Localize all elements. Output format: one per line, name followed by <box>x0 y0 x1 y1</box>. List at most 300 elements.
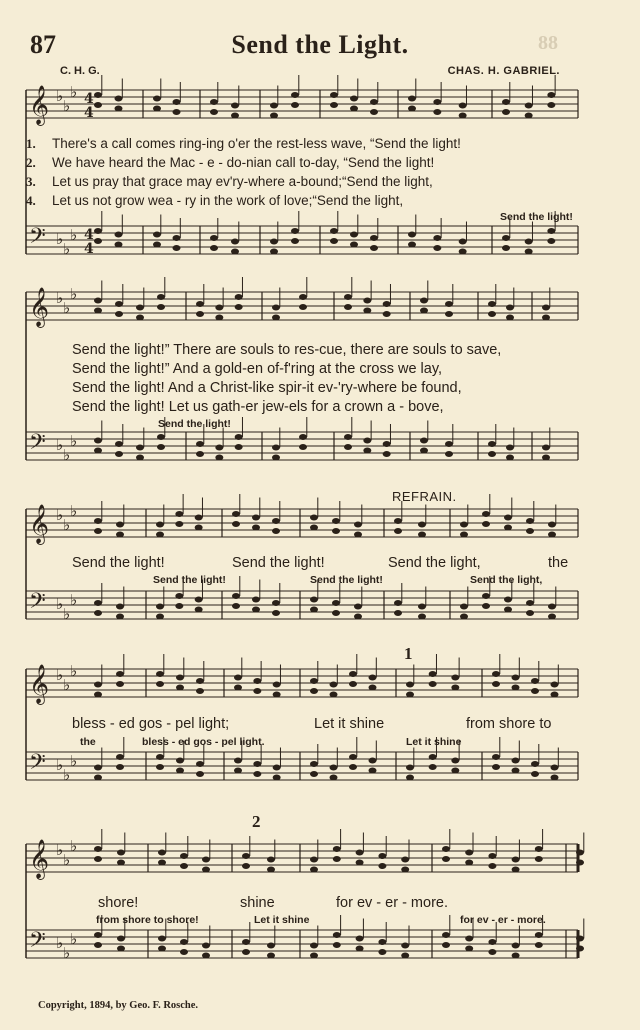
note-head <box>506 315 514 321</box>
note-head <box>117 936 125 942</box>
flat-icon: ♭ <box>70 502 78 520</box>
note-head <box>175 521 183 527</box>
note-head <box>442 942 450 948</box>
note-head <box>369 758 377 764</box>
lyric-2: Send the light! <box>232 555 325 571</box>
note-head <box>482 511 490 517</box>
note-head <box>94 765 102 771</box>
note-head <box>235 444 243 450</box>
note-head <box>504 607 512 613</box>
note-head <box>156 604 164 610</box>
flat-icon: ♭ <box>56 87 64 105</box>
flat-icon: ♭ <box>70 432 78 450</box>
note-head <box>210 245 218 251</box>
note-head <box>465 860 473 866</box>
note-head <box>451 685 459 691</box>
note-head <box>542 445 550 451</box>
note-head <box>115 311 123 317</box>
note-head <box>94 438 102 444</box>
note-head <box>418 532 426 538</box>
note-head <box>180 863 188 869</box>
note-head <box>418 522 426 528</box>
note-head <box>502 99 510 105</box>
note-head <box>363 308 371 314</box>
note-head <box>116 522 124 528</box>
note-head <box>526 610 534 616</box>
note-head <box>460 532 468 538</box>
note-head <box>310 607 318 613</box>
verse-number: 1. <box>26 136 36 151</box>
note-head <box>116 754 124 760</box>
bass-cue-3: Let it shine <box>406 736 462 748</box>
note-head <box>195 515 203 521</box>
note-head <box>350 242 358 248</box>
note-head <box>153 242 161 248</box>
note-head <box>378 863 386 869</box>
note-head <box>429 754 437 760</box>
note-head <box>94 102 102 108</box>
note-head <box>94 228 102 234</box>
note-head <box>526 518 534 524</box>
note-head <box>273 682 281 688</box>
note-head <box>175 603 183 609</box>
lyric-line-3: Send the light! And a Christ-like spir-it ev-'ry-where be found, <box>72 380 462 396</box>
note-head <box>156 522 164 528</box>
lyric-3: for ev - er - more. <box>336 895 448 911</box>
note-head <box>551 682 559 688</box>
note-head <box>253 678 261 684</box>
note-head <box>525 113 533 119</box>
flat-icon: ♭ <box>56 506 64 524</box>
note-head <box>512 685 520 691</box>
bass-cue-1: from shore to shore! <box>96 914 199 926</box>
note-head <box>383 301 391 307</box>
note-head <box>363 448 371 454</box>
verse-line-3 <box>26 174 433 190</box>
note-head <box>332 518 340 524</box>
note-head <box>394 528 402 534</box>
note-head <box>117 946 125 952</box>
note-head <box>94 308 102 314</box>
lyric-2: Let it shine <box>314 716 385 732</box>
note-head <box>196 678 204 684</box>
note-head <box>231 103 239 109</box>
note-head <box>270 249 278 255</box>
note-head <box>215 305 223 311</box>
note-head <box>94 238 102 244</box>
note-head <box>235 434 243 440</box>
note-head <box>310 953 318 959</box>
note-head <box>202 867 210 873</box>
note-head <box>153 106 161 112</box>
note-head <box>512 857 520 863</box>
note-head <box>310 515 318 521</box>
time-signature-bottom: 4 <box>84 241 94 257</box>
note-head <box>196 311 204 317</box>
note-head <box>157 304 165 310</box>
note-head <box>310 525 318 531</box>
note-head <box>267 943 275 949</box>
note-head <box>488 949 496 955</box>
note-head <box>117 860 125 866</box>
note-head <box>506 305 514 311</box>
note-head <box>94 448 102 454</box>
note-head <box>94 775 102 781</box>
note-head <box>344 294 352 300</box>
verse-text: Let us pray that grace may ev'ry-where a-bound;“Send the light, <box>52 174 433 189</box>
note-head <box>94 856 102 862</box>
flat-icon: ♭ <box>63 851 71 869</box>
note-head <box>215 315 223 321</box>
note-head <box>115 96 123 102</box>
note-head <box>531 688 539 694</box>
note-head <box>272 305 280 311</box>
lyric-1: shore! <box>98 895 139 911</box>
note-head <box>442 856 450 862</box>
note-head <box>158 936 166 942</box>
note-head <box>378 949 386 955</box>
note-head <box>299 434 307 440</box>
flat-icon: ♭ <box>70 226 78 244</box>
note-head <box>502 245 510 251</box>
note-head <box>310 943 318 949</box>
note-head <box>333 846 341 852</box>
note-head <box>492 764 500 770</box>
bleed-through-number: 88 <box>538 32 558 54</box>
flat-icon: ♭ <box>70 83 78 101</box>
note-head <box>173 109 181 115</box>
note-head <box>429 681 437 687</box>
note-head <box>272 610 280 616</box>
note-head <box>492 671 500 677</box>
note-head <box>210 99 218 105</box>
note-head <box>488 441 496 447</box>
note-head <box>531 678 539 684</box>
note-head <box>270 113 278 119</box>
note-head <box>349 764 357 770</box>
lyric-1: bless - ed gos - pel light; <box>72 716 230 732</box>
verse-text: We have heard the Mac - e - do-nian call to-day, “Send the light! <box>52 155 435 170</box>
note-head <box>330 92 338 98</box>
note-head <box>531 761 539 767</box>
note-head <box>369 768 377 774</box>
note-head <box>232 603 240 609</box>
time-signature-top: 4 <box>84 227 94 243</box>
note-head <box>115 441 123 447</box>
flat-icon: ♭ <box>63 240 71 258</box>
note-head <box>180 939 188 945</box>
treble-clef-icon: 𝄞 <box>29 85 50 125</box>
verse-text: Let us not grow wea - ry in the work of love;“Send the light, <box>52 193 404 208</box>
note-head <box>94 692 102 698</box>
note-head <box>195 597 203 603</box>
note-head <box>94 682 102 688</box>
note-head <box>156 681 164 687</box>
note-head <box>196 441 204 447</box>
lyric-line-1: Send the light!” There are souls to res-cue, there are souls to save, <box>72 342 502 358</box>
note-head <box>445 441 453 447</box>
flat-icon: ♭ <box>63 446 71 464</box>
note-head <box>394 518 402 524</box>
note-head <box>445 311 453 317</box>
note-head <box>429 764 437 770</box>
note-head <box>94 932 102 938</box>
note-head <box>310 867 318 873</box>
note-head <box>234 675 242 681</box>
note-head <box>459 113 467 119</box>
note-head <box>94 846 102 852</box>
note-head <box>406 765 414 771</box>
note-head <box>535 846 543 852</box>
note-head <box>354 522 362 528</box>
flat-icon: ♭ <box>56 666 64 684</box>
flat-icon: ♭ <box>63 605 71 623</box>
note-head <box>157 294 165 300</box>
note-head <box>291 228 299 234</box>
note-head <box>344 304 352 310</box>
note-head <box>349 671 357 677</box>
note-head <box>215 445 223 451</box>
note-head <box>94 610 102 616</box>
note-head <box>504 597 512 603</box>
note-head <box>299 294 307 300</box>
note-head <box>363 298 371 304</box>
treble-clef-icon: 𝄞 <box>29 664 50 704</box>
note-head <box>542 315 550 321</box>
note-head <box>252 607 260 613</box>
note-head <box>488 939 496 945</box>
note-head <box>176 758 184 764</box>
note-head <box>526 600 534 606</box>
note-head <box>310 761 318 767</box>
bass-cue-2: bless - ed gos - pel light. <box>142 736 265 748</box>
note-head <box>330 682 338 688</box>
note-head <box>408 106 416 112</box>
note-head <box>252 515 260 521</box>
note-head <box>535 932 543 938</box>
note-head <box>547 102 555 108</box>
note-head <box>378 939 386 945</box>
note-head <box>451 675 459 681</box>
note-head <box>196 771 204 777</box>
note-head <box>180 853 188 859</box>
note-head <box>482 521 490 527</box>
treble-clef-icon: 𝄞 <box>29 504 50 544</box>
note-head <box>383 441 391 447</box>
note-head <box>234 768 242 774</box>
note-head <box>445 451 453 457</box>
note-head <box>242 939 250 945</box>
note-head <box>157 434 165 440</box>
bass-cue: Send the light! <box>158 418 231 430</box>
note-head <box>299 444 307 450</box>
bass-cue-3: for ev - er - more. <box>460 914 546 926</box>
note-head <box>525 103 533 109</box>
note-head <box>272 445 280 451</box>
note-head <box>451 768 459 774</box>
note-head <box>548 522 556 528</box>
note-head <box>551 765 559 771</box>
note-head <box>531 771 539 777</box>
note-head <box>349 681 357 687</box>
note-head <box>369 675 377 681</box>
second-ending-number: 2 <box>252 812 261 831</box>
note-head <box>267 867 275 873</box>
note-head <box>273 692 281 698</box>
note-head <box>176 675 184 681</box>
note-head <box>173 99 181 105</box>
note-head <box>542 305 550 311</box>
lyric-line-2: Send the light!” And a gold-en of-f'ring at the cross we lay, <box>72 361 443 377</box>
treble-clef-icon: 𝄞 <box>29 287 50 327</box>
note-head <box>506 455 514 461</box>
note-head <box>273 765 281 771</box>
note-head <box>291 92 299 98</box>
note-head <box>272 518 280 524</box>
flat-icon: ♭ <box>56 934 64 952</box>
note-head <box>535 942 543 948</box>
note-head <box>232 521 240 527</box>
note-head <box>459 103 467 109</box>
copyright-notice: Copyright, 1894, by Geo. F. Rosche. <box>38 1000 199 1011</box>
note-head <box>492 681 500 687</box>
bass-cue-3: Send the light, <box>470 574 543 586</box>
note-head <box>356 850 364 856</box>
note-head <box>242 949 250 955</box>
note-head <box>94 92 102 98</box>
note-head <box>363 438 371 444</box>
note-head <box>401 943 409 949</box>
note-head <box>196 688 204 694</box>
note-head <box>235 294 243 300</box>
note-head <box>512 758 520 764</box>
note-head <box>420 438 428 444</box>
note-head <box>116 604 124 610</box>
bass-clef-icon: 𝄢 <box>29 928 46 958</box>
lyric-line-4: Send the light! Let us gath-er jew-els for a crown a - bove, <box>72 399 444 415</box>
flat-icon: ♭ <box>56 841 64 859</box>
note-head <box>156 764 164 770</box>
treble-clef-icon: 𝄞 <box>29 839 50 879</box>
bass-clef-icon: 𝄢 <box>29 589 46 619</box>
flat-icon: ♭ <box>70 285 78 303</box>
note-head <box>158 946 166 952</box>
note-head <box>116 671 124 677</box>
note-head <box>429 671 437 677</box>
flat-icon: ♭ <box>70 930 78 948</box>
note-head <box>548 532 556 538</box>
note-head <box>136 455 144 461</box>
note-head <box>460 614 468 620</box>
note-head <box>394 610 402 616</box>
note-head <box>202 953 210 959</box>
note-head <box>158 850 166 856</box>
note-head <box>231 239 239 245</box>
note-head <box>370 99 378 105</box>
note-head <box>176 685 184 691</box>
note-head <box>272 600 280 606</box>
note-head <box>195 607 203 613</box>
note-head <box>420 298 428 304</box>
note-head <box>350 96 358 102</box>
note-head <box>548 604 556 610</box>
note-head <box>459 249 467 255</box>
bass-clef-icon: 𝄢 <box>29 430 46 460</box>
note-head <box>332 600 340 606</box>
note-head <box>272 315 280 321</box>
note-head <box>330 228 338 234</box>
note-head <box>234 685 242 691</box>
note-head <box>576 850 584 856</box>
hymn-title: Send the Light. <box>231 30 409 59</box>
note-head <box>460 522 468 528</box>
note-head <box>542 455 550 461</box>
verse-number: 4. <box>26 193 36 208</box>
note-head <box>492 754 500 760</box>
flat-icon: ♭ <box>70 591 78 609</box>
flat-icon: ♭ <box>63 766 71 784</box>
note-head <box>465 936 473 942</box>
note-head <box>115 301 123 307</box>
bass-clef-icon: 𝄢 <box>29 750 46 780</box>
refrain-label: REFRAIN. <box>392 489 457 504</box>
flat-icon: ♭ <box>56 436 64 454</box>
note-head <box>94 600 102 606</box>
note-head <box>310 857 318 863</box>
note-head <box>267 953 275 959</box>
verse-number: 2. <box>26 155 36 170</box>
note-head <box>231 113 239 119</box>
note-head <box>576 860 584 866</box>
note-head <box>344 444 352 450</box>
note-head <box>116 681 124 687</box>
note-head <box>310 597 318 603</box>
flat-icon: ♭ <box>56 230 64 248</box>
note-head <box>156 532 164 538</box>
note-head <box>156 671 164 677</box>
note-head <box>235 304 243 310</box>
note-head <box>196 451 204 457</box>
note-head <box>460 604 468 610</box>
note-head <box>330 775 338 781</box>
note-head <box>232 511 240 517</box>
note-head <box>465 946 473 952</box>
note-head <box>442 932 450 938</box>
note-head <box>465 850 473 856</box>
note-head <box>488 301 496 307</box>
note-head <box>547 228 555 234</box>
flat-icon: ♭ <box>63 299 71 317</box>
bass-clef-icon: 𝄢 <box>29 224 46 254</box>
lyric-2: shine <box>240 895 275 911</box>
note-head <box>291 238 299 244</box>
note-head <box>330 692 338 698</box>
note-head <box>116 764 124 770</box>
note-head <box>506 445 514 451</box>
note-head <box>253 771 261 777</box>
note-head <box>482 593 490 599</box>
note-head <box>115 242 123 248</box>
flat-icon: ♭ <box>63 516 71 534</box>
note-head <box>433 99 441 105</box>
verse-line-2 <box>26 155 434 171</box>
note-head <box>270 103 278 109</box>
note-head <box>445 301 453 307</box>
note-head <box>547 238 555 244</box>
note-head <box>173 235 181 241</box>
note-head <box>551 692 559 698</box>
note-head <box>94 298 102 304</box>
